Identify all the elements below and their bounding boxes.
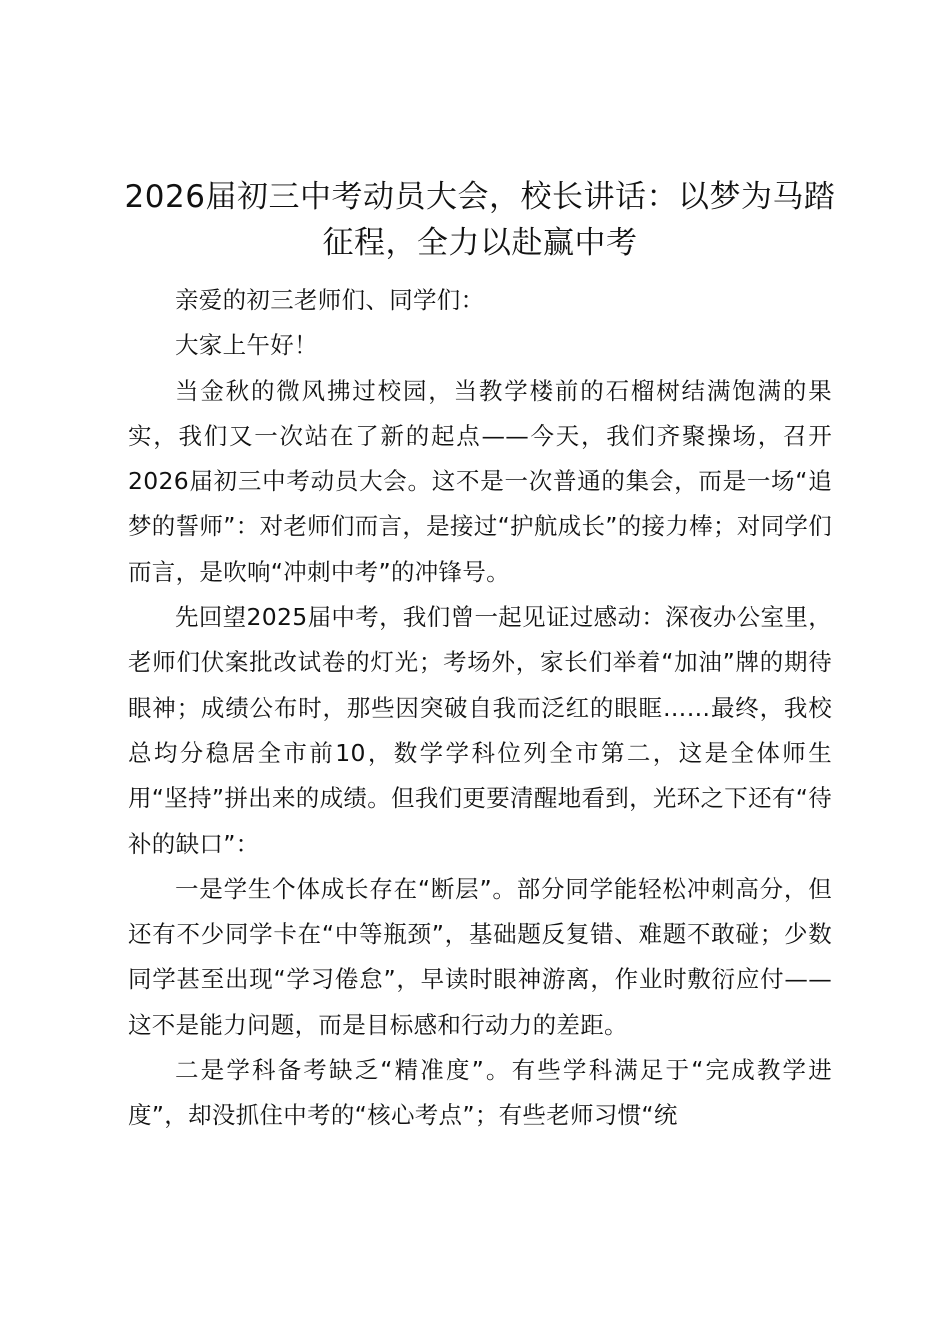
document-title: 2026届初三中考动员大会，校长讲话：以梦为马踏征程，全力以赴赢中考 [124, 179, 836, 261]
paragraph-review: 先回望2025届中考，我们曾一起见证过感动：深夜办公室里，老师们伏案批改试卷的灯光；考场外，家长们举着“加油”牌的期待眼神；成绩公布时，那些因突破自我而泛红的眼眶……最终，我校总均分稳居全市前10，数学学科位列全市第二，这是全体师生用“坚持”拼出来的成绩。但我们更要清醒地看到，光环之下还有“待补的缺口”： [128, 603, 832, 858]
salutation: 亲爱的初三老师们、同学们： [175, 286, 485, 314]
document-body [128, 278, 832, 1139]
paragraph-point-one: 一是学生个体成长存在“断层”。部分同学能轻松冲刺高分，但还有不少同学卡在“中等瓶颈”，基础题反复错、难题不敢碰；少数同学甚至出现“学习倦怠”，早读时眼神游离，作业时敷衍应付——这不是能力问题，而是目标感和行动力的差距。 [128, 874, 832, 1039]
paragraph-point-two: 二是学科备考缺乏“精准度”。有些学科满足于“完成教学进度”，却没抓住中考的“核心考点”；有些老师习惯“统 [128, 1056, 832, 1130]
paragraph-opening: 当金秋的微风拂过校园，当教学楼前的石榴树结满饱满的果实，我们又一次站在了新的起点——今天，我们齐聚操场，召开2026届初三中考动员大会。这不是一次普通的集会，而是一场“追梦的誓师”：对老师们而言，是接过“护航成长”的接力棒；对同学们而言，是吹响“冲刺中考”的冲锋号。 [128, 376, 832, 586]
greeting: 大家上午好！ [175, 331, 318, 360]
document-content [124, 174, 836, 1139]
